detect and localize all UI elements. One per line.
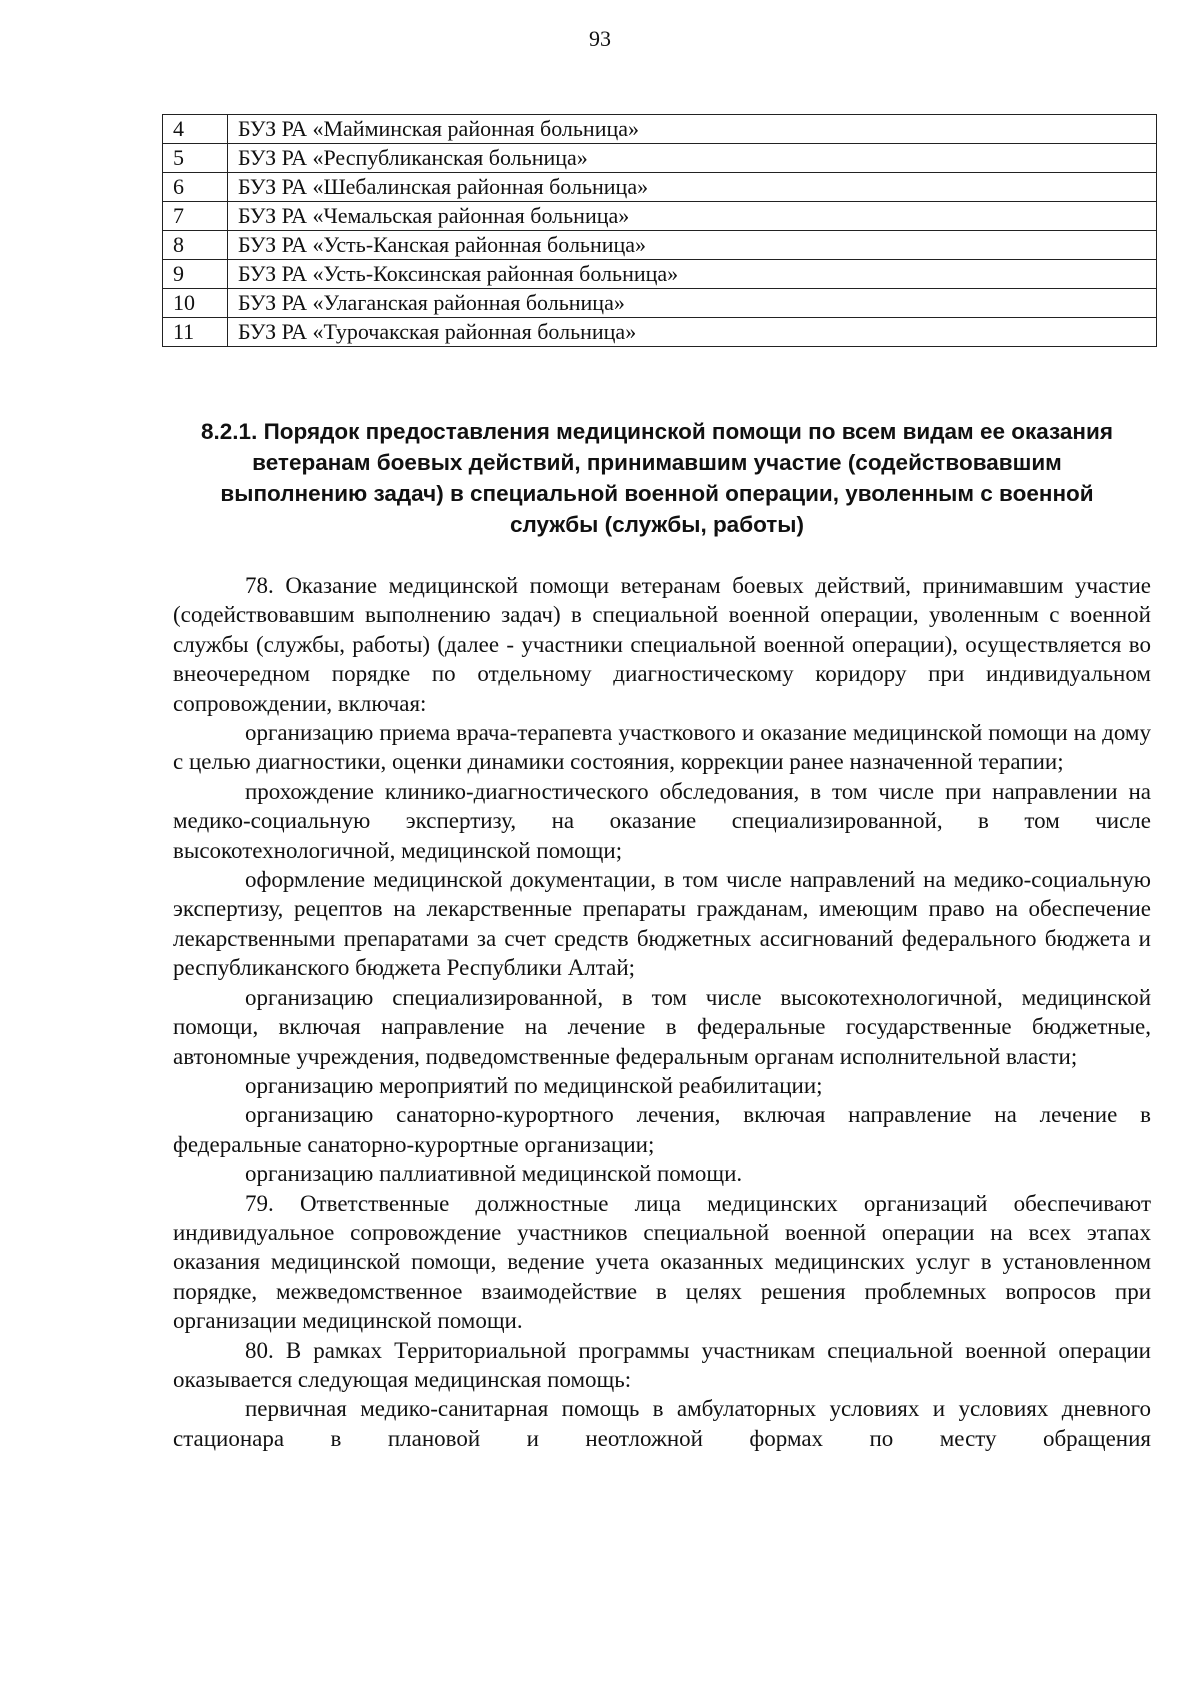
list-item: первичная медико-санитарная помощь в амбулаторных условиях и условиях дневного стационара в плановой и неотложной формах по месту обращения [173,1396,1151,1451]
table-row [163,202,1157,231]
row-number: 9 [163,260,228,289]
organization-name: БУЗ РА «Усть-Канская районная больница» [228,231,1157,260]
paragraph-80: 80. В рамках Территориальной программы участникам специальной военной операции оказывается следующая медицинская помощь: [173,1337,1151,1392]
organization-name: БУЗ РА «Улаганская районная больница» [228,289,1157,318]
organization-name: БУЗ РА «Майминская районная больница» [228,115,1157,144]
organizations-table [162,114,1157,347]
table-row [163,289,1157,318]
table-row [163,318,1157,347]
paragraph-79: 79. Ответственные должностные лица медицинских организаций обеспечивают индивидуальное сопровождение участников специальной военной операции на всех этапах оказания медицинской помощи, ведение учета оказанных медицинских услуг в установленном порядке, межведомственное взаимодействие в целях решения проблемных вопросов при организации медицинской помощи. [173,1190,1151,1334]
body-text [173,571,1151,1453]
row-number: 10 [163,289,228,318]
list-item: организацию специализированной, в том числе высокотехнологичной, медицинской помощи, включая направление на лечение в федеральные государственные бюджетные, автономные учреждения, подведомственные федеральным органам исполнительной власти; [173,984,1151,1069]
table-row [163,144,1157,173]
row-number: 8 [163,231,228,260]
row-number: 7 [163,202,228,231]
table-row [163,173,1157,202]
list-item: организацию мероприятий по медицинской реабилитации; [245,1072,823,1098]
row-number: 11 [163,318,228,347]
section-heading: 8.2.1. Порядок предоставления медицинской помощи по всем видам ее оказания ветеранам боевых действий, принимавшим участие (содействовавшим выполнению задач) в специальной военной операции, уволенным с военной службы (службы, работы) [201,419,1113,537]
paragraph-78: 78. Оказание медицинской помощи ветеранам боевых действий, принимавшим участие (содействовавшим выполнению задач) в специальной военной операции, уволенным с военной службы (службы, работы) (далее - участники специальной военной операции), осуществляется во внеочередном порядке по отдельному диагностическому коридору при индивидуальном сопровождении, включая: [173,573,1151,716]
table-row [163,231,1157,260]
row-number: 4 [163,115,228,144]
organization-name: БУЗ РА «Шебалинская районная больница» [228,173,1157,202]
row-number: 5 [163,144,228,173]
row-number: 6 [163,173,228,202]
table-row [163,260,1157,289]
page-number: 93 [589,26,611,51]
organization-name: БУЗ РА «Турочакская районная больница» [228,318,1157,347]
list-item: организацию приема врача-терапевта участкового и оказание медицинской помощи на дому с целью диагностики, оценки динамики состояния, коррекции ранее назначенной терапии; [173,720,1151,775]
organization-name: БУЗ РА «Республиканская больница» [228,144,1157,173]
table-row [163,115,1157,144]
list-item: оформление медицинской документации, в том числе направлений на медико-социальную экспертизу, рецептов на лекарственные препараты гражданам, имеющим право на обеспечение лекарственными препаратами за счет средств бюджетных ассигнований федерального бюджета и республиканского бюджета Республики Алтай; [173,867,1151,981]
list-item: организацию санаторно-курортного лечения, включая направление на лечение в федеральные санаторно-курортные организации; [173,1102,1151,1157]
list-item: прохождение клинико-диагностического обследования, в том числе при направлении на медико-социальную экспертизу, на оказание специализированной, в том числе высокотехнологичной, медицинской помощи; [173,778,1151,863]
organization-name: БУЗ РА «Усть-Коксинская районная больница» [228,260,1157,289]
organization-name: БУЗ РА «Чемальская районная больница» [228,202,1157,231]
list-item: организацию паллиативной медицинской помощи. [245,1161,743,1187]
